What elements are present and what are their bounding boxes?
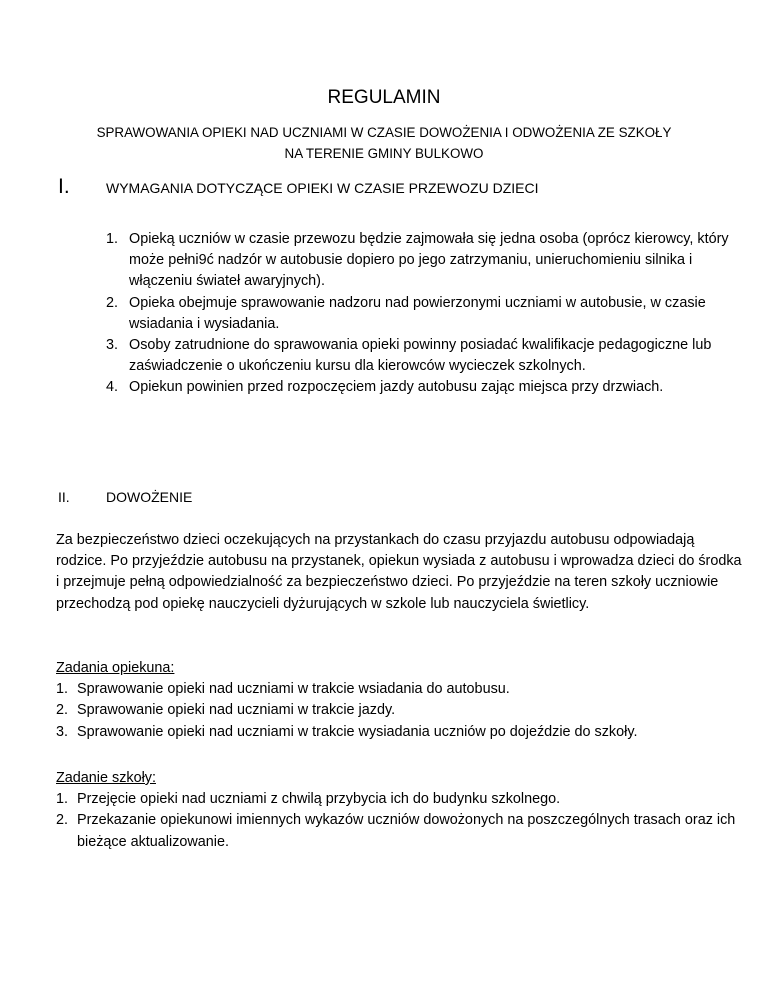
list-item — [56, 789, 756, 810]
list-item — [56, 679, 756, 700]
caretaker-tasks — [56, 658, 756, 743]
list-item-text: Przekazanie opiekunowi imiennych wykazów uczniów dowożonych na poszczególnych trasach oraz ich bieżące aktualizowanie. — [77, 812, 736, 850]
school-tasks — [56, 768, 756, 853]
list-item-text: Sprawowanie opieki nad uczniami w trakcie wysiadania uczniów po dojeździe do szkoły. — [77, 723, 638, 740]
subtitle-line-1: SPRAWOWANIA OPIEKI NAD UCZNIAMI W CZASIE DOWOŻENIA I ODWOŻENIA ZE SZKOŁY — [96, 125, 672, 140]
list-item-text: Osoby zatrudnione do sprawowania opieki powinny posiadać kwalifikacje pedagogiczne lub zaświadczenie o ukończeniu kursu dla kierowców wycieczek szkolnych. — [129, 337, 712, 375]
list-item-number: 2. — [106, 294, 119, 311]
subtitle-line-2: NA TERENIE GMINY BULKOWO — [284, 146, 484, 161]
list-item-number: 2. — [56, 812, 69, 829]
list-item-number: 1. — [56, 791, 69, 808]
list-item — [106, 335, 746, 377]
list-item — [56, 700, 756, 721]
section-2-header — [58, 486, 738, 508]
list-item-number: 1. — [106, 231, 119, 247]
list-item-number: 3. — [106, 337, 119, 354]
list-item-text: Przejęcie opieki nad uczniami z chwilą przybycia ich do budynku szkolnego. — [77, 791, 561, 808]
list-item — [56, 810, 756, 852]
list-item-number: 3. — [56, 723, 69, 740]
section-2-number: II. — [58, 489, 70, 505]
section-1-list — [106, 229, 746, 399]
section-2-heading: DOWOŻENIE — [106, 489, 193, 505]
list-item-text: Opiekun powinien przed rozpoczęciem jazdy autobusu zając miejsca przy drzwiach. — [129, 379, 664, 396]
section-1-header — [58, 174, 738, 200]
list-item-text: Sprawowanie opieki nad uczniami w trakcie wsiadania do autobusu. — [77, 681, 510, 698]
list-item-number: 2. — [56, 702, 69, 719]
section-1-heading: WYMAGANIA DOTYCZĄCE OPIEKI W CZASIE PRZEWOZU DZIECI — [106, 180, 539, 196]
list-item-number: 1. — [56, 681, 69, 698]
section-1-number: I. — [58, 175, 70, 198]
list-item-text: Opieka obejmuje sprawowanie nadzoru nad powierzonymi uczniami w autobusie, w czasie wsiadania i wysiadania. — [129, 294, 706, 332]
section-2-paragraph: Za bezpieczeństwo dzieci oczekujących na przystankach do czasu przyjazdu autobusu odpowiadają rodzice. Po przyjeździe autobusu na przystanek, opiekun wysiada z autobusu i wprowadza dzieci do środka i przejmuje pełną odpowiedzialność za bezpieczeństwo dzieci. Po przyjeździe na teren szkoły uczniowie przechodzą pod opiekę nauczycieli dyżurujących w szkole lub nauczyciela świetlicy. — [56, 532, 742, 612]
list-item — [106, 293, 746, 335]
document-subtitle — [0, 122, 768, 164]
list-item — [56, 722, 756, 743]
list-item-text: Opieką uczniów w czasie przewozu będzie zajmowała się jedna osoba (oprócz kierowcy, który może pełni9ć nadzór w autobusie dopiero po jego zatrzymaniu, unieruchomieniu silnika i włączeniu świateł awaryjnych). — [129, 231, 729, 290]
list-item-text: Sprawowanie opieki nad uczniami w trakcie jazdy. — [77, 702, 396, 719]
document-title: REGULAMIN — [327, 87, 441, 108]
list-item — [106, 229, 746, 293]
school-tasks-heading: Zadanie szkoły: — [56, 770, 156, 786]
list-item-number: 4. — [106, 379, 119, 396]
list-item — [106, 377, 746, 398]
caretaker-tasks-heading: Zadania opiekuna: — [56, 660, 175, 676]
